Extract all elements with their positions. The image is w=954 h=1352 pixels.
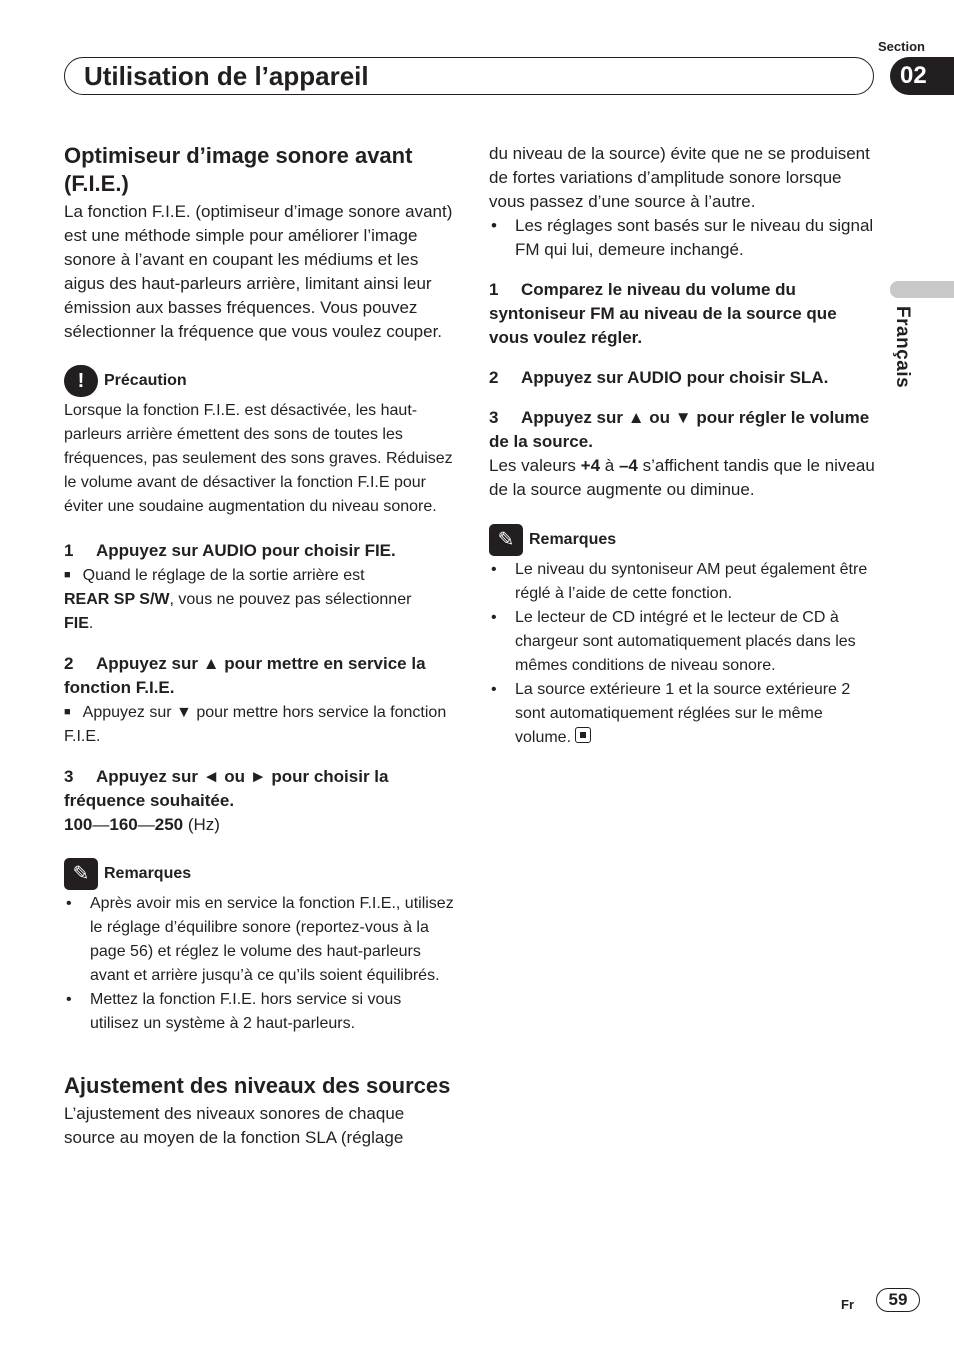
list-item: • La source extérieure 1 et la source extérieure 2 sont automatiquement réglées sur le même volume. [489, 678, 879, 750]
fie-heading: Optimiseur d’image sonore avant (F.I.E.) [64, 143, 413, 196]
fie-notes-label: Remarques [104, 865, 192, 882]
sla-intro-start: L’ajustement des niveaux sonores de chaque source au moyen de la fonction SLA (réglage [64, 1104, 405, 1147]
sla-step-1 [489, 278, 879, 350]
caution-header [64, 365, 454, 397]
language-tab-label: Français [892, 306, 913, 389]
caution-text: Lorsque la fonction F.I.E. est désactivée, les haut-parleurs arrière émettent des sons de toutes les fréquences, pas seulement des sons graves. Réduisez le volume avant de désactiver la fonction F.I.E pour éviter une soudaine augmentation du niveau sonore. [64, 402, 453, 515]
fie-step-1 [64, 539, 454, 563]
sla-step-2 [489, 366, 879, 390]
right-column [489, 142, 879, 750]
end-of-section-icon [575, 727, 591, 743]
section-number-badge: 02 [890, 57, 954, 95]
fie-step-3-text: Appuyez sur ◄ ou ► pour choisir la fréquence souhaitée. [64, 767, 389, 810]
frequency-values: 100—160—250 (Hz) [64, 815, 220, 834]
list-item: • Le niveau du syntoniseur AM peut également être réglé à l’aide de cette fonction. [489, 558, 879, 606]
fie-step-2-text: Appuyez sur ▲ pour mettre en service la fonction F.I.E. [64, 654, 426, 697]
fie-step-2-note: ■ Appuyez sur ▼ pour mettre hors service la fonction F.I.E. [64, 700, 454, 749]
fie-step-1-number: 1 [64, 541, 74, 560]
fie-intro: La fonction F.I.E. (optimiseur d’image sonore avant) est une méthode simple pour améliorer l’image sonore à l’avant en coupant les médiums et les aigus des haut-parleurs arrière, limitant ainsi leur émission aux basses fréquences. Vous pouvez sélectionner la fréquence que vous voulez couper. [64, 202, 453, 341]
sla-heading: Ajustement des niveaux des sources [64, 1073, 451, 1098]
page-title: Utilisation de l’appareil [84, 61, 369, 91]
sla-intro-continued: du niveau de la source) évite que ne se produisent de fortes variations d’amplitude sonore lorsque vous passez d’une source à l’autre. [489, 144, 870, 211]
sla-step-3 [489, 406, 879, 454]
footer-language-code: Fr [841, 1297, 854, 1312]
sla-step-1-text: Comparez le niveau du volume du syntoniseur FM au niveau de la source que vous voulez régler. [489, 280, 837, 347]
list-item: • Après avoir mis en service la fonction F.I.E., utilisez le réglage d’équilibre sonore (reportez-vous à la page 56) et réglez le volume des haut-parleurs avant et arrière jusqu’à ce qu’ils soient équilibrés. [64, 892, 454, 988]
sla-notes-list [489, 558, 879, 750]
sla-step-2-number: 2 [489, 368, 499, 387]
section-label: Section [878, 39, 925, 54]
fie-step-1-note: ■ Quand le réglage de la sortie arrière est REAR SP S/W, vous ne pouvez pas sélectionner FIE. [64, 563, 454, 636]
language-tab-marker [890, 281, 954, 298]
caution-label: Précaution [104, 372, 187, 389]
list-item: • Le lecteur de CD intégré et le lecteur de CD à chargeur sont automatiquement placés dans les mêmes conditions de niveau sonore. [489, 606, 879, 678]
sla-step-3-number: 3 [489, 408, 499, 427]
fie-notes-header [64, 858, 454, 890]
sla-notes-header [489, 524, 879, 556]
sla-step-1-number: 1 [489, 280, 499, 299]
pencil-icon: ✎ [64, 858, 98, 890]
fie-step-2 [64, 652, 454, 700]
fie-step-3 [64, 765, 454, 813]
left-column [64, 142, 454, 1150]
page-number: 59 [876, 1288, 920, 1312]
pencil-icon: ✎ [489, 524, 523, 556]
sla-notes-label: Remarques [529, 531, 617, 548]
fie-step-2-number: 2 [64, 654, 74, 673]
list-item: • Mettez la fonction F.I.E. hors service si vous utilisez un système à 2 haut-parleurs. [64, 988, 454, 1036]
caution-icon: ! [64, 365, 98, 397]
fie-step-1-text: Appuyez sur AUDIO pour choisir FIE. [96, 541, 396, 560]
sla-step-3-text: Appuyez sur ▲ ou ▼ pour régler le volume de la source. [489, 408, 870, 451]
sla-bullet-list [489, 214, 879, 262]
fie-notes-list [64, 892, 454, 1036]
sla-values-text: Les valeurs +4 à –4 s’affichent tandis que le niveau de la source augmente ou diminue. [489, 456, 875, 499]
list-item: • Les réglages sont basés sur le niveau du signal FM qui lui, demeure inchangé. [489, 214, 879, 262]
sla-step-2-text: Appuyez sur AUDIO pour choisir SLA. [521, 368, 829, 387]
fie-step-3-number: 3 [64, 767, 74, 786]
